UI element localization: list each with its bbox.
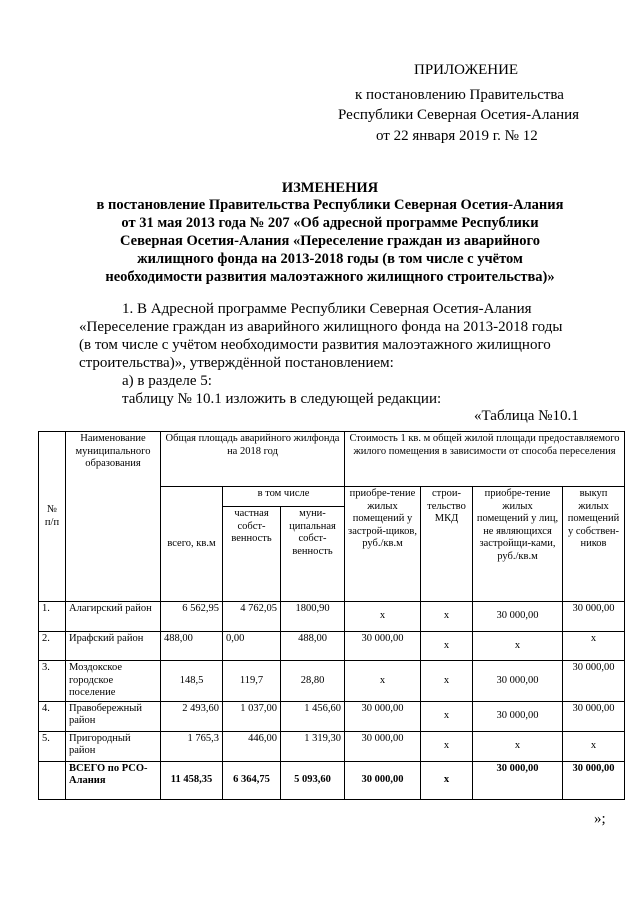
table-row: [39, 731, 625, 761]
row-total: 488,00: [161, 632, 223, 661]
title-line-5: необходимости развития малоэтажного жилищного строительства)»: [105, 269, 555, 285]
header-redemption: выкуп жилых помещений у собствен-ников: [563, 487, 625, 602]
row-total: 6 562,95: [161, 602, 223, 632]
total-private: 6 364,75: [223, 761, 281, 799]
total-row-number: [39, 761, 66, 799]
item-a: а) в разделе 5:: [122, 373, 212, 389]
row-buy-other: х: [473, 632, 563, 661]
row-private: 119,7: [223, 661, 281, 702]
title-line-1: в постановление Правительства Республики Северная Осетия-Алания: [96, 197, 564, 213]
header-number: № п/п: [39, 432, 66, 602]
table-row: [39, 602, 625, 632]
row-buy-dev: х: [345, 602, 421, 632]
row-buy-other: 30 000,00: [473, 602, 563, 632]
row-municipal: 1800,90: [281, 602, 345, 632]
header-buy-from-developers: приобре-тение жилых помещений у застрой-щиков, руб./кв.м: [345, 487, 421, 602]
total-buy-dev: 30 000,00: [345, 761, 421, 799]
row-municipal: 1 456,60: [281, 701, 345, 731]
row-buy-dev: 30 000,00: [345, 701, 421, 731]
appendix-heading: ПРИЛОЖЕНИЕ: [414, 62, 519, 78]
row-municipality: Алагирский район: [66, 602, 161, 632]
total-row: [39, 761, 625, 799]
total-mkd: х: [421, 761, 473, 799]
item-table: таблицу № 10.1 изложить в следующей редакции:: [122, 391, 442, 407]
row-municipality: Пригородный район: [66, 731, 161, 761]
row-redeem: х: [563, 731, 625, 761]
total-redeem: 30 000,00: [563, 761, 625, 799]
table-row: [39, 701, 625, 731]
row-redeem: 30 000,00: [563, 701, 625, 731]
row-municipality: Правобережный район: [66, 701, 161, 731]
total-label: ВСЕГО по РСО-Алания: [66, 761, 161, 799]
header-construction: строи-тельство МКД: [421, 487, 473, 602]
row-mkd: х: [421, 602, 473, 632]
total-municipal: 5 093,60: [281, 761, 345, 799]
row-private: 446,00: [223, 731, 281, 761]
row-redeem: 30 000,00: [563, 602, 625, 632]
row-municipality: Моздокское городское поселение: [66, 661, 161, 702]
row-buy-dev: 30 000,00: [345, 632, 421, 661]
header-line-3: от 22 января 2019 г. № 12: [376, 128, 538, 144]
document-heading: ИЗМЕНЕНИЯ: [281, 180, 379, 196]
row-municipality: Ирафский район: [66, 632, 161, 661]
row-number: 4.: [39, 701, 66, 731]
header-buy-from-others: приобре-тение жилых помещений у лиц, не являющихся застройщи-ками, руб./кв.м: [473, 487, 563, 602]
title-line-3: Северная Осетия-Алания «Переселение граждан из аварийного: [120, 233, 540, 249]
total-area: 11 458,35: [161, 761, 223, 799]
paragraph-1-line-1: 1. В Адресной программе Республики Северная Осетия-Алания: [122, 301, 532, 317]
header-area: Общая площадь аварийного жилфонда на 2018 год: [161, 432, 345, 487]
row-municipal: 28,80: [281, 661, 345, 702]
row-buy-other: х: [473, 731, 563, 761]
row-mkd: х: [421, 632, 473, 661]
row-number: 3.: [39, 661, 66, 702]
row-total: 148,5: [161, 661, 223, 702]
row-redeem: х: [563, 632, 625, 661]
row-total: 2 493,60: [161, 701, 223, 731]
resettlement-table: [38, 431, 625, 800]
title-line-2: от 31 мая 2013 года № 207 «Об адресной программе Республики: [121, 215, 539, 231]
header-municipal: муни-ципальная собст-венность: [281, 507, 345, 602]
header-municipality: Наименование муниципального образования: [66, 432, 161, 602]
row-total: 1 765,3: [161, 731, 223, 761]
row-mkd: х: [421, 661, 473, 702]
header-line-2: Республики Северная Осетия-Алания: [338, 107, 580, 123]
row-buy-other: 30 000,00: [473, 701, 563, 731]
row-private: 0,00: [223, 632, 281, 661]
table-row: [39, 632, 625, 661]
row-buy-dev: 30 000,00: [345, 731, 421, 761]
row-redeem: 30 000,00: [563, 661, 625, 702]
row-municipal: 1 319,30: [281, 731, 345, 761]
header-including: в том числе: [223, 487, 345, 507]
paragraph-1-line-4: строительства)», утверждённой постановлением:: [79, 355, 394, 371]
paragraph-1-line-3: (в том числе с учётом необходимости развития малоэтажного жилищного: [79, 337, 551, 353]
row-private: 1 037,00: [223, 701, 281, 731]
paragraph-1-line-2: «Переселение граждан из аварийного жилищного фонда на 2013-2018 годы: [79, 319, 563, 335]
header-private: частная собст-венность: [223, 507, 281, 602]
total-buy-other: 30 000,00: [473, 761, 563, 799]
row-buy-other: 30 000,00: [473, 661, 563, 702]
row-mkd: х: [421, 731, 473, 761]
table-label: «Таблица №10.1: [474, 408, 579, 424]
row-private: 4 762,05: [223, 602, 281, 632]
closing-quote: »;: [594, 811, 606, 827]
header-total-area: всего, кв.м: [161, 487, 223, 602]
row-municipal: 488,00: [281, 632, 345, 661]
row-mkd: х: [421, 701, 473, 731]
row-buy-dev: х: [345, 661, 421, 702]
row-number: 2.: [39, 632, 66, 661]
title-line-4: жилищного фонда на 2013-2018 годы (в том числе с учётом: [137, 251, 523, 267]
row-number: 1.: [39, 602, 66, 632]
header-line-1: к постановлению Правительства: [355, 87, 564, 103]
table-row: [39, 661, 625, 702]
row-number: 5.: [39, 731, 66, 761]
header-cost: Стоимость 1 кв. м общей жилой площади предоставляемого жилого помещения в зависимости от способа переселения: [345, 432, 625, 487]
